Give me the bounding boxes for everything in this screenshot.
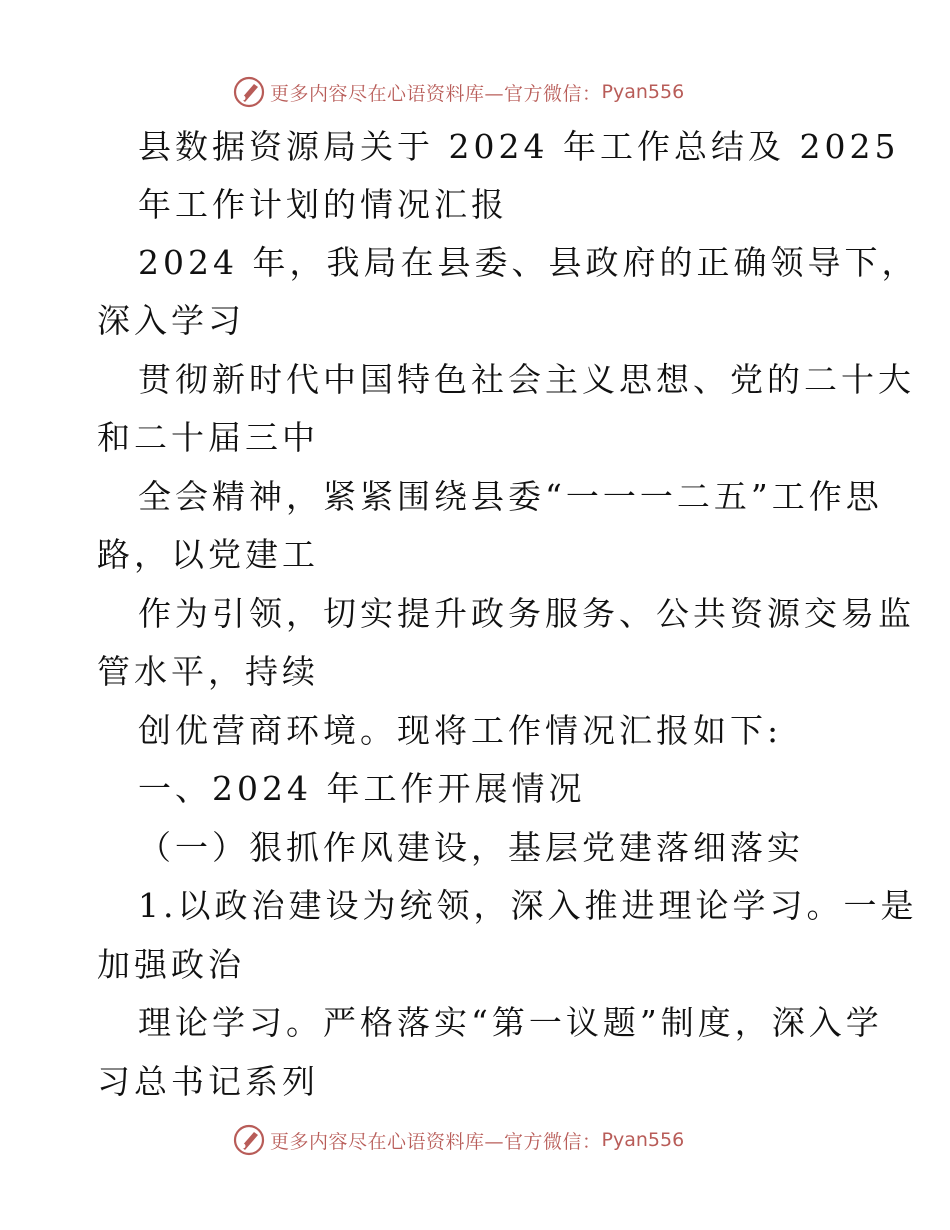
body-line: 理论学习。严格落实“第一议题”制度，深入学 bbox=[138, 1003, 883, 1042]
body-line: 和二十届三中 bbox=[97, 418, 319, 457]
body-line: 路，以党建工 bbox=[97, 535, 319, 574]
footer-watermark bbox=[232, 1120, 684, 1160]
body-line: 习总书记系列 bbox=[97, 1062, 319, 1101]
watermark-text: 更多内容尽在心语资料库—官方微信： bbox=[270, 1130, 602, 1153]
subsection-heading: （一）狠抓作风建设，基层党建落细落实 bbox=[138, 828, 804, 867]
document-title-line-1: 县数据资源局关于 2024 年工作总结及 2025 bbox=[138, 127, 900, 166]
body-line: 深入学习 bbox=[97, 301, 245, 340]
body-line: 加强政治 bbox=[97, 945, 245, 984]
body-line: 2024 年，我局在县委、县政府的正确领导下， bbox=[138, 243, 919, 282]
section-heading: 一、2024 年工作开展情况 bbox=[138, 769, 586, 808]
watermark-wechat-id: Pyan556 bbox=[601, 81, 685, 103]
body-line: 全会精神，紧紧围绕县委“一一一二五”工作思 bbox=[138, 477, 883, 516]
body-line: 创优营商环境。现将工作情况汇报如下: bbox=[138, 711, 783, 750]
watermark-text: 更多内容尽在心语资料库—官方微信： bbox=[270, 82, 602, 105]
body-line: 贯彻新时代中国特色社会主义思想、党的二十大 bbox=[138, 360, 915, 399]
document-title-line-2: 年工作计划的情况汇报 bbox=[138, 185, 508, 224]
body-line: 1.以政治建设为统领，深入推进理论学习。一是 bbox=[138, 886, 918, 925]
body-line: 作为引领，切实提升政务服务、公共资源交易监 bbox=[138, 594, 915, 633]
watermark-wechat-id: Pyan556 bbox=[601, 1129, 685, 1151]
body-line: 管水平，持续 bbox=[97, 652, 319, 691]
pen-seal-logo-icon bbox=[232, 1123, 266, 1157]
